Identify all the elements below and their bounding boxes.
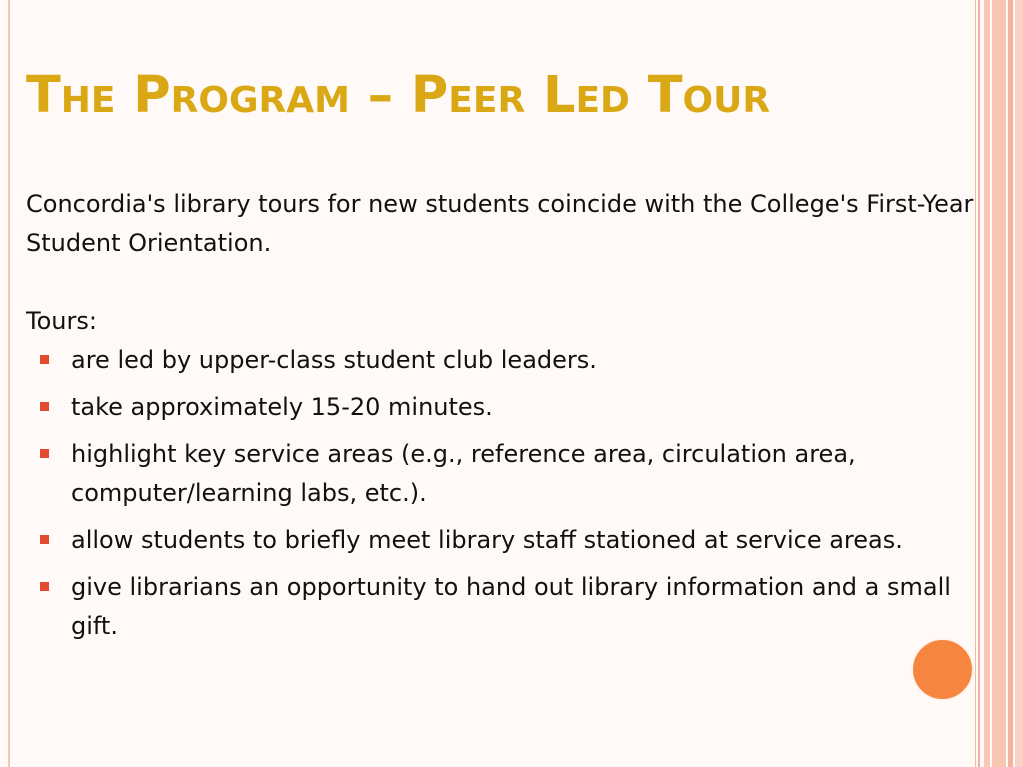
right-decorative-stripes — [975, 0, 1023, 767]
list-item — [26, 568, 981, 646]
stripe — [984, 0, 990, 767]
stripe — [1008, 0, 1013, 767]
stripe — [1015, 0, 1023, 767]
square-bullet-icon — [40, 449, 49, 458]
stripe — [992, 0, 1006, 767]
list-item — [26, 435, 981, 513]
slide-title: The Program – Peer Led Tour — [26, 66, 771, 126]
list-item — [26, 388, 981, 427]
intro-paragraph: Concordia's library tours for new students coincide with the College's First-Year Student Orientation. — [26, 190, 974, 257]
left-border-line — [8, 0, 10, 767]
tours-label: Tours: — [26, 307, 97, 335]
slide-body — [26, 185, 981, 654]
square-bullet-icon — [40, 402, 49, 411]
square-bullet-icon — [40, 355, 49, 364]
bullet-text: take approximately 15-20 minutes. — [71, 393, 493, 421]
bullet-text: give librarians an opportunity to hand out library information and a small gift. — [71, 573, 951, 640]
bullet-text: highlight key service areas (e.g., reference area, circulation area, computer/learning labs, etc.). — [71, 440, 856, 507]
bullet-list — [26, 341, 981, 646]
square-bullet-icon — [40, 535, 49, 544]
list-item — [26, 521, 981, 560]
list-item — [26, 341, 981, 380]
square-bullet-icon — [40, 582, 49, 591]
bullet-text: allow students to briefly meet library staff stationed at service areas. — [71, 526, 903, 554]
bullet-text: are led by upper-class student club leaders. — [71, 346, 597, 374]
